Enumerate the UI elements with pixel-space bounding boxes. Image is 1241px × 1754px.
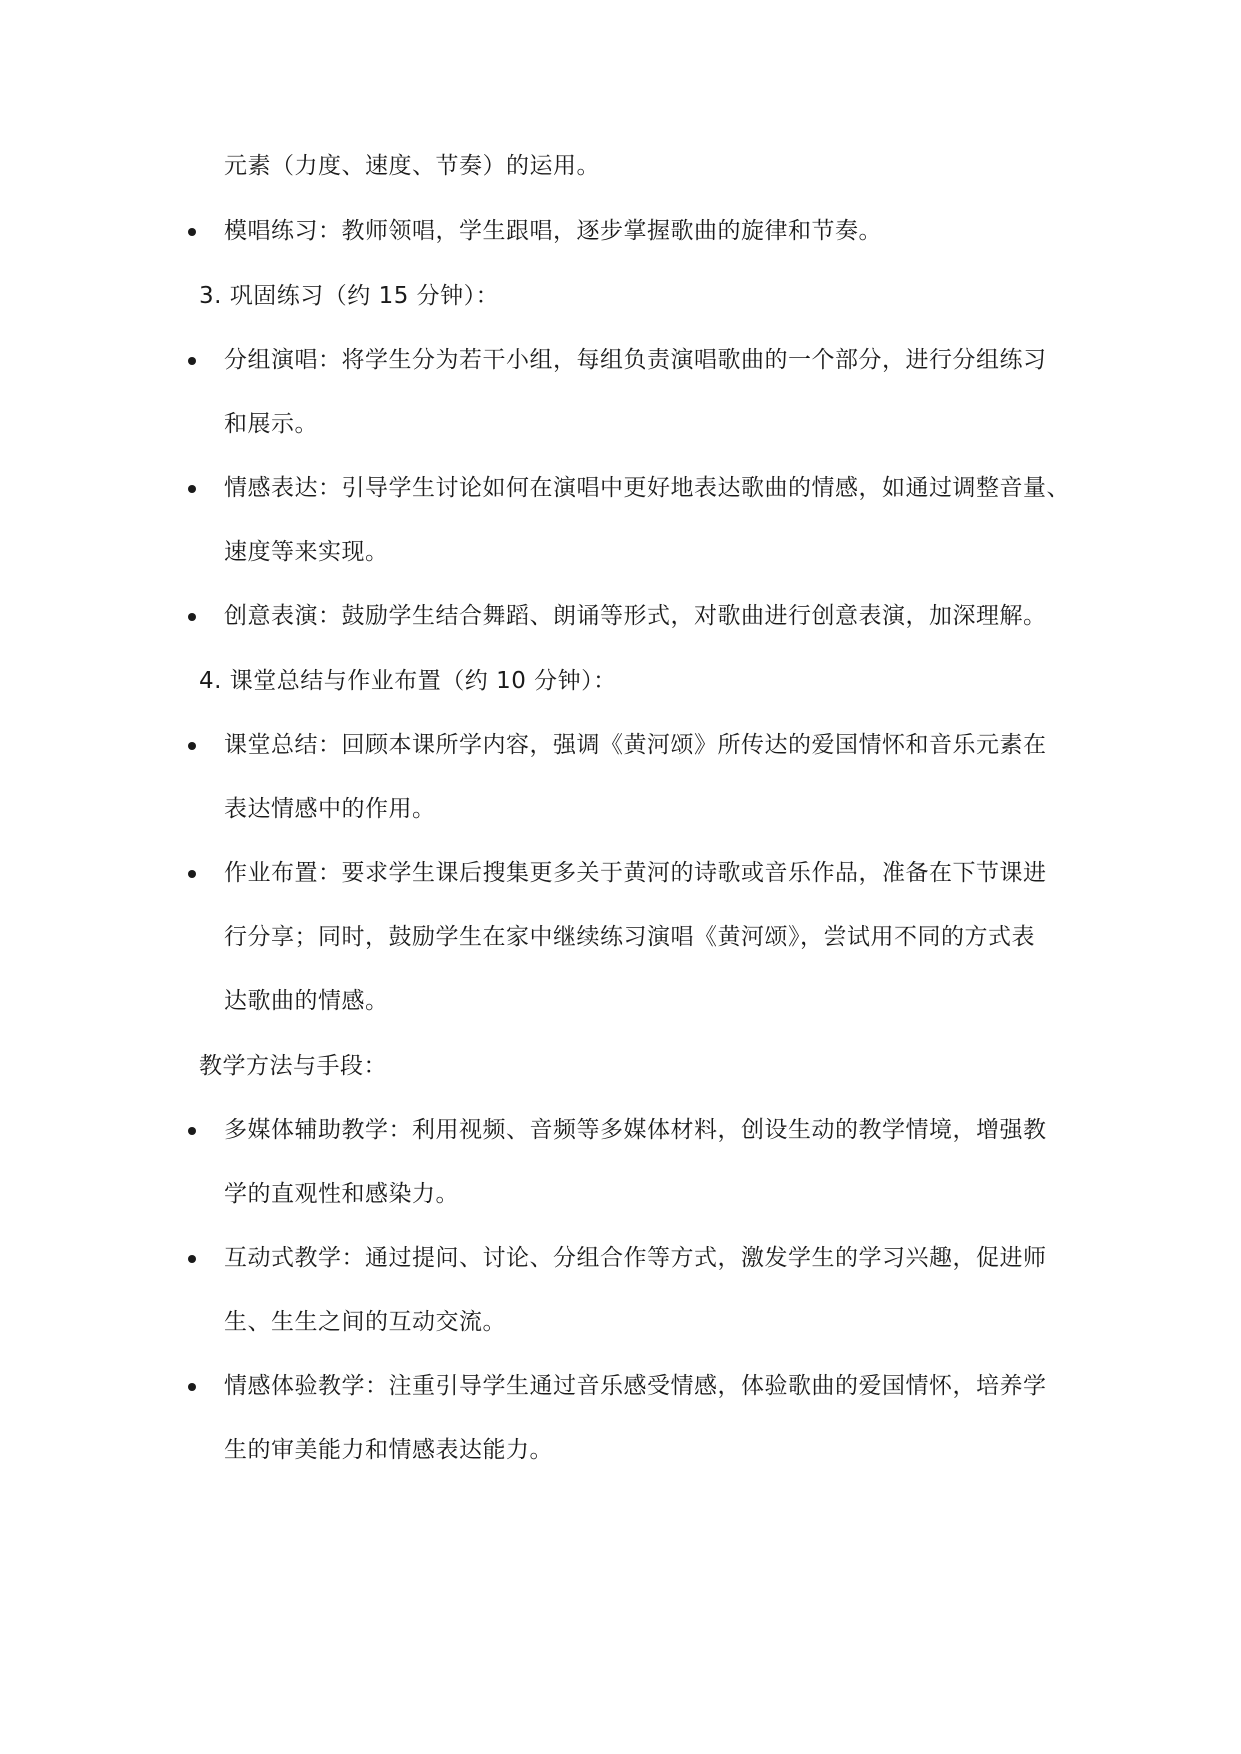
list-item-text: 情感体验教学：注重引导学生通过音乐感受情感，体验歌曲的爱国情怀，培养学 [224,1373,1047,1399]
bullet-icon [188,1127,196,1135]
section-heading: 教学方法与手段： [199,1053,387,1079]
list-item-continuation: 和展示。 [224,411,318,437]
list-item-text: 分组演唱：将学生分为若干小组，每组负责演唱歌曲的一个部分，进行分组练习 [224,347,1047,373]
list-item-text: 互动式教学：通过提问、讨论、分组合作等方式，激发学生的学习兴趣，促进师 [224,1245,1047,1271]
list-item-text: 模唱练习：教师领唱，学生跟唱，逐步掌握歌曲的旋律和节奏。 [224,218,882,244]
bullet-icon [188,485,196,493]
list-item-continuation: 表达情感中的作用。 [224,796,436,822]
bullet-icon [188,1255,196,1263]
section-heading: 4. 课堂总结与作业布置（约 10 分钟）： [199,668,617,694]
list-item-continuation: 学的直观性和感染力。 [224,1181,459,1207]
text-line: 元素（力度、速度、节奏）的运用。 [224,153,600,179]
list-item-text: 课堂总结：回顾本课所学内容，强调《黄河颂》所传达的爱国情怀和音乐元素在 [224,732,1047,758]
list-item-continuation: 生的审美能力和情感表达能力。 [224,1437,553,1463]
list-item-continuation: 速度等来实现。 [224,539,389,565]
bullet-icon [188,613,196,621]
list-item-continuation: 达歌曲的情感。 [224,988,389,1014]
list-item-text: 作业布置：要求学生课后搜集更多关于黄河的诗歌或音乐作品，准备在下节课进 [224,860,1047,886]
bullet-icon [188,1383,196,1391]
bullet-icon [188,228,196,236]
bullet-icon [188,870,196,878]
list-item-text: 多媒体辅助教学：利用视频、音频等多媒体材料，创设生动的教学情境，增强教 [224,1117,1047,1143]
section-heading: 3. 巩固练习（约 15 分钟）： [199,283,500,309]
list-item-text: 创意表演：鼓励学生结合舞蹈、朗诵等形式，对歌曲进行创意表演，加深理解。 [224,603,1047,629]
bullet-icon [188,742,196,750]
list-item-text: 情感表达：引导学生讨论如何在演唱中更好地表达歌曲的情感，如通过调整音量、 [224,475,1070,501]
list-item-continuation: 生、生生之间的互动交流。 [224,1309,506,1335]
bullet-icon [188,357,196,365]
list-item-continuation: 行分享；同时，鼓励学生在家中继续练习演唱《黄河颂》，尝试用不同的方式表 [224,924,1035,950]
